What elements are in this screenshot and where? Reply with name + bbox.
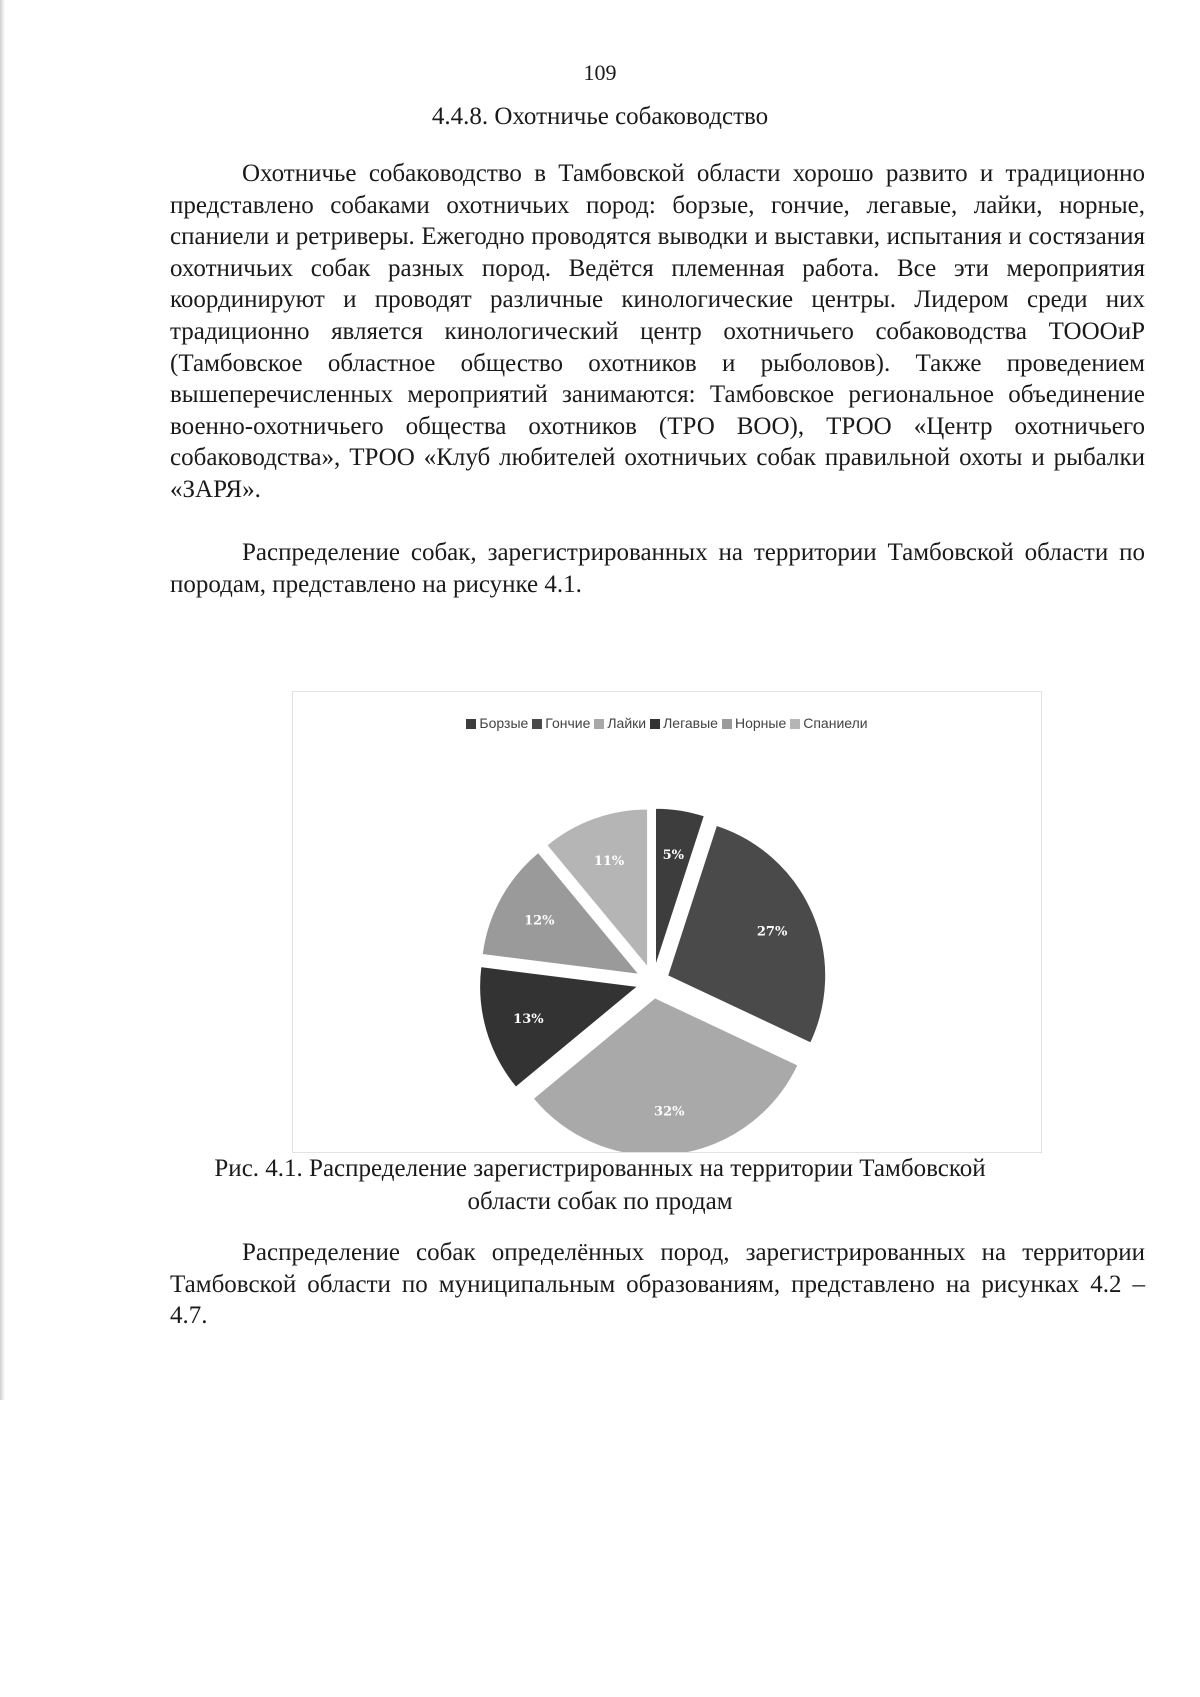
section-heading: 4.4.8. Охотничье собаководство — [431, 103, 769, 130]
pie-data-label: 5% — [662, 847, 685, 863]
paragraph-1: Охотничье собаководство в Тамбовской области хорошо развито и традиционно представлено собаками охотничьих пород: борзые, гончие, легавые, лайки, норные, спаниели и ретриверы. Ежегодно проводятся выводки и выставки, испытания и состязания охотничьих собак разных пород. Ведётся племенная работа. Все эти мероприятия координируют и проводят различные кинологические центры. Лидером среди них традиционно является кинологический центр охотничьего собаководства ТОООиР (Тамбовское областное общество охотников и рыболовов). Также проведением вышеперечисленных мероприятий занимаются: Тамбовское региональное объединение военно-охотничьего общества охотников (ТРО ВОО), ТРОО «Центр охотничьего собаководства», ТРОО «Клуб любителей охотничьих собак правильной охоты и рыбалки «ЗАРЯ». — [170, 160, 1145, 503]
legend-label: Борзые — [479, 715, 529, 731]
pie-slice — [668, 825, 826, 1043]
paragraph-3: Распределение собак определённых пород, зарегистрированных на территории Тамбовской области по муниципальным образованиям, представлено на рисунках 4.2 – 4.7. — [170, 1239, 1145, 1330]
pie-data-label: 12% — [524, 913, 555, 929]
figure-caption-line-2: области собак по продам — [467, 1188, 733, 1215]
pie-data-label: 32% — [654, 1104, 685, 1120]
legend-label: Лайки — [607, 715, 647, 731]
paragraph-2: Распределение собак, зарегистрированных на территории Тамбовской области по породам, представлено на рисунке 4.1. — [170, 539, 1145, 598]
pie-chart-svg — [293, 692, 1041, 1152]
legend-label: Гончие — [545, 715, 591, 731]
pie-data-label: 13% — [513, 1012, 544, 1028]
pie-chart — [292, 691, 1042, 1153]
page-number: 109 — [583, 60, 617, 85]
pie-data-label: 11% — [593, 853, 625, 869]
legend-label: Норные — [734, 715, 787, 731]
pie-data-label: 27% — [756, 924, 788, 940]
figure-caption — [0, 1152, 1200, 1218]
legend-label: Спаниели — [803, 715, 868, 731]
figure-caption-line-1: Рис. 4.1. Распределение зарегистрированных на территории Тамбовской — [214, 1155, 986, 1182]
legend-label: Легавые — [663, 715, 718, 731]
